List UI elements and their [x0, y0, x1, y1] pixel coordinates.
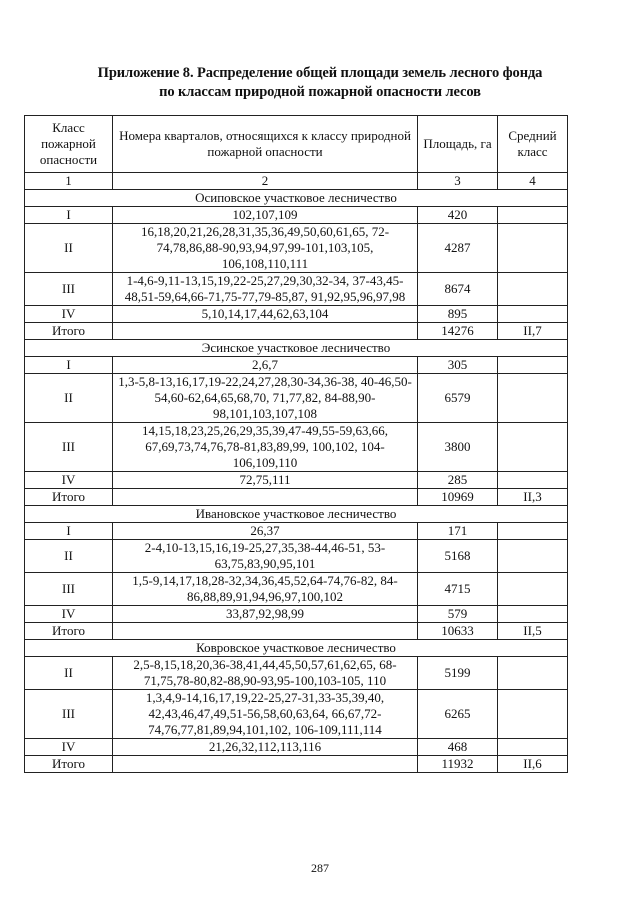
class-cell: III [25, 573, 113, 606]
table-row [25, 224, 568, 273]
area-cell: 3800 [418, 423, 498, 472]
average-cell [498, 423, 568, 472]
column-number-row [25, 173, 568, 190]
average-cell [498, 606, 568, 623]
average-cell [498, 573, 568, 606]
page-number: 287 [311, 861, 329, 875]
total-quarters-cell [113, 489, 418, 506]
class-cell: III [25, 690, 113, 739]
table-row [25, 606, 568, 623]
table-body [25, 190, 568, 773]
header-row [25, 116, 568, 173]
section-row [25, 340, 568, 357]
section-title: Эсинское участковое лесничество [25, 340, 568, 357]
quarters-cell: 1,3,4,9-14,16,17,19,22-25,27-31,33-35,39,40, 42,43,46,47,49,51-56,58,60,63,64, 66,67,72- 74,76,77,81,89,94,101,102, 106-109,111,114 [113, 690, 418, 739]
total-average-class: II,6 [498, 756, 568, 773]
table-row [25, 690, 568, 739]
average-cell [498, 540, 568, 573]
section-title: Ковровское участковое лесничество [25, 640, 568, 657]
quarters-cell: 14,15,18,23,25,26,29,35,39,47-49,55-59,63,66, 67,69,73,74,76,78-81,83,89,99, 100,102, 104-106,109,110 [113, 423, 418, 472]
area-cell: 305 [418, 357, 498, 374]
quarters-cell: 1-4,6-9,11-13,15,19,22-25,27,29,30,32-34, 37-43,45-48,51-59,64,66-71,75-77,79-85,87, 91,92,95,96,97,98 [113, 273, 418, 306]
total-label: Итого [25, 756, 113, 773]
area-cell: 285 [418, 472, 498, 489]
class-cell: IV [25, 472, 113, 489]
quarters-cell: 1,5-9,14,17,18,28-32,34,36,45,52,64-74,76-82, 84-86,88,89,91,94,96,97,100,102 [113, 573, 418, 606]
column-number: 2 [113, 173, 418, 190]
page-title [0, 64, 640, 102]
table-row [25, 374, 568, 423]
total-row [25, 623, 568, 640]
table-row [25, 573, 568, 606]
table-row [25, 273, 568, 306]
class-cell: II [25, 540, 113, 573]
section-title: Осиповское участковое лесничество [25, 190, 568, 207]
table-row [25, 540, 568, 573]
total-label: Итого [25, 489, 113, 506]
total-average-class: II,5 [498, 623, 568, 640]
table-row [25, 472, 568, 489]
total-quarters-cell [113, 623, 418, 640]
average-cell [498, 374, 568, 423]
quarters-cell: 2-4,10-13,15,16,19-25,27,35,38-44,46-51, 53-63,75,83,90,95,101 [113, 540, 418, 573]
total-quarters-cell [113, 756, 418, 773]
header-area: Площадь, га [418, 116, 498, 173]
area-cell: 171 [418, 523, 498, 540]
area-cell: 8674 [418, 273, 498, 306]
class-cell: I [25, 207, 113, 224]
area-cell: 420 [418, 207, 498, 224]
total-label: Итого [25, 623, 113, 640]
total-area: 10969 [418, 489, 498, 506]
total-label: Итого [25, 323, 113, 340]
class-cell: II [25, 374, 113, 423]
average-cell [498, 523, 568, 540]
average-cell [498, 273, 568, 306]
table-row [25, 523, 568, 540]
average-cell [498, 224, 568, 273]
class-cell: IV [25, 739, 113, 756]
average-cell [498, 739, 568, 756]
table-row [25, 306, 568, 323]
class-cell: I [25, 523, 113, 540]
section-row [25, 640, 568, 657]
area-cell: 4715 [418, 573, 498, 606]
class-cell: IV [25, 306, 113, 323]
total-row [25, 489, 568, 506]
area-cell: 6265 [418, 690, 498, 739]
quarters-cell: 102,107,109 [113, 207, 418, 224]
column-number: 1 [25, 173, 113, 190]
title-line-1: Приложение 8. Распределение общей площади земель лесного фонда [97, 65, 543, 81]
table-row [25, 657, 568, 690]
title-line-2: по классам природной пожарной опасности лесов [159, 84, 481, 100]
total-average-class: II,7 [498, 323, 568, 340]
column-number: 4 [498, 173, 568, 190]
quarters-cell: 21,26,32,112,113,116 [113, 739, 418, 756]
class-cell: IV [25, 606, 113, 623]
area-cell: 4287 [418, 224, 498, 273]
average-cell [498, 306, 568, 323]
class-cell: III [25, 273, 113, 306]
area-cell: 468 [418, 739, 498, 756]
quarters-cell: 72,75,111 [113, 472, 418, 489]
quarters-cell: 1,3-5,8-13,16,17,19-22,24,27,28,30-34,36-38, 40-46,50-54,60-62,64,65,68,70, 71,77,82, 84-88,90-98,101,103,107,108 [113, 374, 418, 423]
average-cell [498, 690, 568, 739]
average-cell [498, 357, 568, 374]
quarters-cell: 5,10,14,17,44,62,63,104 [113, 306, 418, 323]
total-row [25, 756, 568, 773]
header-quarters: Номера кварталов, относящихся к классу природной пожарной опасности [113, 116, 418, 173]
total-quarters-cell [113, 323, 418, 340]
fire-danger-table [24, 115, 568, 773]
area-cell: 6579 [418, 374, 498, 423]
average-cell [498, 207, 568, 224]
area-cell: 5168 [418, 540, 498, 573]
table-row [25, 423, 568, 472]
average-cell [498, 657, 568, 690]
table-row [25, 357, 568, 374]
class-cell: III [25, 423, 113, 472]
section-title: Ивановское участковое лесничество [25, 506, 568, 523]
header-class: Класс пожарной опасности [25, 116, 113, 173]
total-row [25, 323, 568, 340]
section-row [25, 506, 568, 523]
quarters-cell: 2,6,7 [113, 357, 418, 374]
class-cell: II [25, 657, 113, 690]
area-cell: 5199 [418, 657, 498, 690]
area-cell: 895 [418, 306, 498, 323]
section-row [25, 190, 568, 207]
header-average: Средний класс [498, 116, 568, 173]
total-area: 14276 [418, 323, 498, 340]
class-cell: II [25, 224, 113, 273]
column-number: 3 [418, 173, 498, 190]
quarters-cell: 33,87,92,98,99 [113, 606, 418, 623]
average-cell [498, 472, 568, 489]
total-area: 11932 [418, 756, 498, 773]
area-cell: 579 [418, 606, 498, 623]
table-row [25, 207, 568, 224]
quarters-cell: 16,18,20,21,26,28,31,35,36,49,50,60,61,65, 72-74,78,86,88-90,93,94,97,99-101,103,105, 106,108,110,111 [113, 224, 418, 273]
table-row [25, 739, 568, 756]
total-average-class: II,3 [498, 489, 568, 506]
total-area: 10633 [418, 623, 498, 640]
quarters-cell: 26,37 [113, 523, 418, 540]
quarters-cell: 2,5-8,15,18,20,36-38,41,44,45,50,57,61,62,65, 68-71,75,78-80,82-88,90-93,95-100,103-105, 110 [113, 657, 418, 690]
class-cell: I [25, 357, 113, 374]
